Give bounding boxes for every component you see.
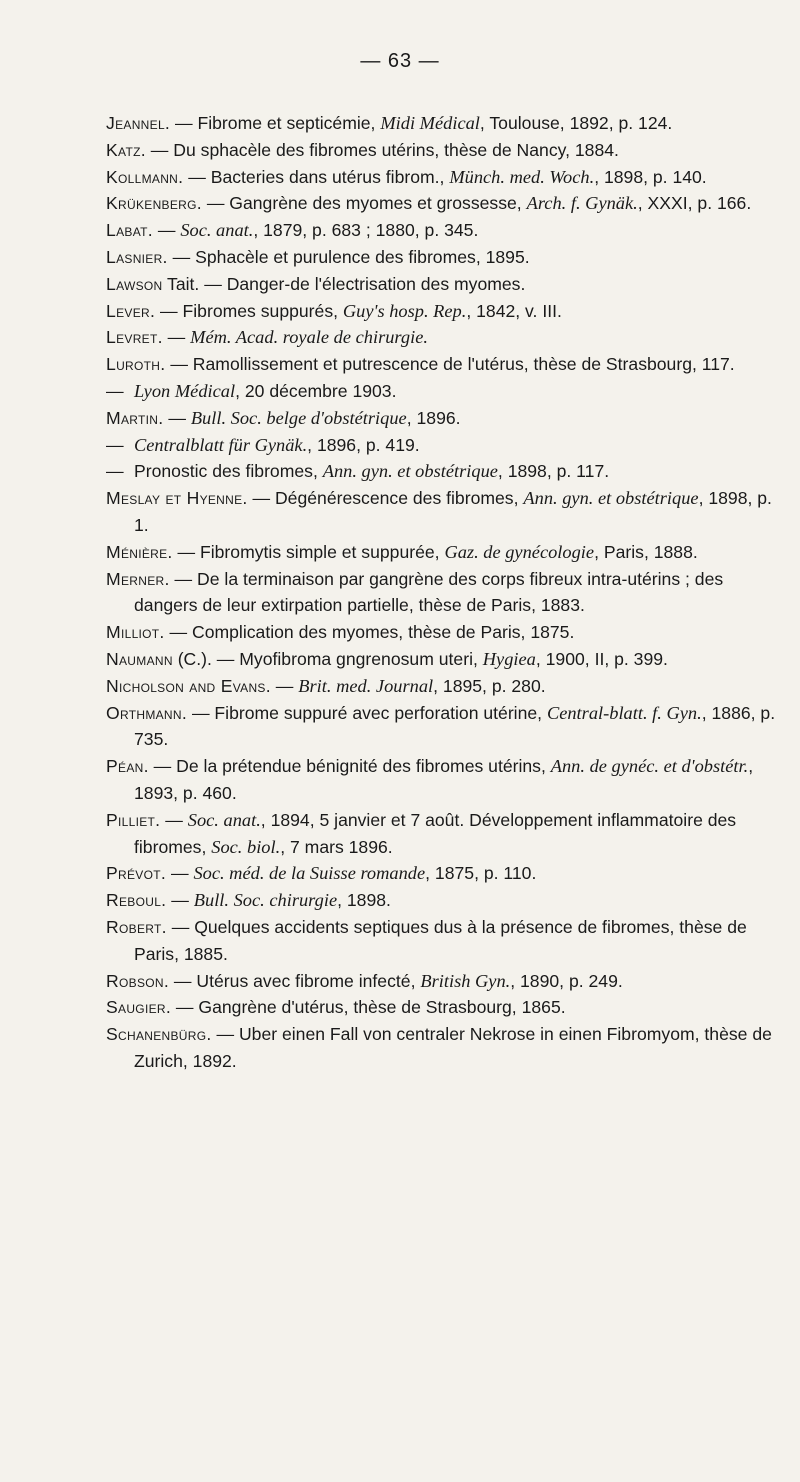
entry-text: , 1886, p. 735. bbox=[134, 702, 776, 750]
bibliography-entry bbox=[106, 619, 784, 646]
entry-journal-title: Guy's hosp. Rep. bbox=[342, 300, 467, 321]
bibliography-entry bbox=[106, 485, 784, 539]
entry-text: — De la terminaison par gangrène des corps fibreux intra-utérins ; des dangers de leur extirpation partielle, thèse de Paris, 1883. bbox=[134, 568, 724, 616]
entry-author: Lasnier. bbox=[106, 246, 168, 267]
entry-text: , 1894, 5 janvier et 7 août. Développement inflammatoire des fibromes, bbox=[134, 809, 737, 857]
bibliography-entry bbox=[106, 324, 784, 351]
entry-text: — bbox=[270, 675, 299, 696]
entry-author: — bbox=[106, 380, 124, 401]
entry-text: — Utérus avec fibrome infecté, bbox=[169, 970, 421, 991]
entry-author: Schanenbürg. bbox=[106, 1024, 212, 1045]
bibliography-entry bbox=[106, 298, 784, 325]
entry-text: , 1898, p. 140. bbox=[594, 166, 707, 187]
entry-text: Tait. — Danger-de l'électrisation des myomes. bbox=[162, 273, 526, 294]
bibliography-entry bbox=[106, 405, 784, 432]
entry-text: — De la prétendue bénignité des fibromes utérins, bbox=[148, 756, 551, 777]
entry-journal-title: Arch. f. Gynäk. bbox=[526, 193, 638, 214]
bibliography-entry bbox=[106, 753, 784, 807]
entry-journal-title: Soc. anat. bbox=[187, 809, 261, 830]
entry-author: Martin. bbox=[106, 407, 164, 428]
entry-author: Katz. bbox=[106, 139, 146, 160]
bibliography-entry bbox=[106, 351, 784, 378]
entry-text: Pronostic des fibromes, bbox=[134, 461, 323, 482]
entry-author: Luroth. bbox=[106, 354, 166, 375]
entry-author: Naumann bbox=[106, 648, 173, 669]
bibliography-list bbox=[0, 110, 800, 1075]
entry-journal-title: Brit. med. Journal bbox=[298, 675, 434, 696]
bibliography-entry bbox=[106, 217, 784, 244]
entry-text: , 1893, p. 460. bbox=[134, 756, 754, 803]
entry-text: , 7 mars 1896. bbox=[280, 836, 393, 857]
entry-text: — Fibromes suppurés, bbox=[155, 300, 343, 321]
entry-author: Nicholson and Evans. bbox=[106, 675, 271, 696]
entry-author: Meslay et Hyenne. bbox=[106, 488, 248, 509]
entry-author: Kollmann. bbox=[106, 166, 184, 187]
entry-text: — Ramollissement et putrescence de l'utérus, thèse de Strasbourg, 117. bbox=[165, 354, 735, 375]
entry-author: Robson. bbox=[106, 970, 170, 991]
entry-text: , 1896. bbox=[406, 407, 461, 428]
entry-author: Pilliet. bbox=[106, 809, 161, 830]
entry-journal-title: Bull. Soc. belge d'obstétrique bbox=[190, 407, 407, 428]
entry-text: , XXXI, p. 166. bbox=[637, 193, 752, 214]
entry-journal-title: Soc. anat. bbox=[180, 220, 254, 241]
entry-text: , Paris, 1888. bbox=[594, 541, 698, 562]
entry-text: (C.). — Myofibroma gngrenosum uteri, bbox=[172, 648, 483, 669]
entry-author: Levret. bbox=[106, 327, 163, 348]
entry-journal-title: Centralblatt für Gynäk. bbox=[134, 434, 308, 455]
bibliography-entry bbox=[106, 190, 784, 217]
entry-author: — bbox=[106, 434, 124, 455]
entry-journal-title: Soc. biol. bbox=[211, 836, 281, 857]
entry-author: Lawson bbox=[106, 273, 163, 294]
entry-text: , 20 décembre 1903. bbox=[235, 380, 397, 401]
entry-text: , 1898, p. 117. bbox=[497, 461, 610, 482]
bibliography-entry bbox=[106, 432, 756, 459]
bibliography-entry bbox=[106, 646, 784, 673]
entry-text: — bbox=[152, 220, 181, 241]
bibliography-entry bbox=[106, 566, 784, 620]
bibliography-entry bbox=[106, 378, 756, 405]
bibliography-entry bbox=[106, 1021, 784, 1075]
bibliography-entry bbox=[106, 137, 784, 164]
entry-author: Prévot. bbox=[106, 863, 167, 884]
entry-text: , 1895, p. 280. bbox=[433, 675, 546, 696]
entry-journal-title: Central-blatt. f. Gyn. bbox=[546, 702, 702, 723]
bibliography-entry bbox=[106, 458, 756, 485]
entry-text: , 1898, p. 1. bbox=[134, 488, 772, 535]
entry-author: Saugier. bbox=[106, 997, 172, 1018]
entry-journal-title: Ann. gyn. et obstétrique bbox=[523, 488, 699, 509]
entry-text: — Gangrène des myomes et grossesse, bbox=[201, 193, 527, 214]
entry-text: — bbox=[163, 407, 191, 428]
entry-text: — Fibromytis simple et suppurée, bbox=[172, 541, 445, 562]
entry-text: — bbox=[166, 863, 194, 884]
entry-text: — Bacteries dans utérus fibrom., bbox=[183, 166, 450, 187]
entry-author: Merner. bbox=[106, 568, 170, 589]
entry-journal-title: Lyon Médical bbox=[134, 380, 236, 401]
entry-text: , 1875, p. 110. bbox=[425, 863, 537, 884]
entry-author: Péan. bbox=[106, 756, 149, 777]
entry-text: — Du sphacèle des fibromes utérins, thèse de Nancy, 1884. bbox=[145, 139, 619, 160]
entry-text: , 1898. bbox=[337, 890, 391, 911]
entry-text: , 1896, p. 419. bbox=[307, 434, 420, 455]
bibliography-entry bbox=[106, 700, 784, 754]
entry-author: Robert. bbox=[106, 916, 167, 937]
entry-text: , 1890, p. 249. bbox=[510, 970, 623, 991]
entry-text: — bbox=[160, 809, 188, 830]
entry-text: — Uber einen Fall von centraler Nekrose in einen Fibromyom, thèse de Zurich, 1892. bbox=[134, 1024, 772, 1071]
bibliography-entry bbox=[106, 244, 784, 271]
bibliography-entry bbox=[106, 994, 784, 1021]
entry-journal-title: Midi Médical bbox=[380, 113, 480, 133]
bibliography-entry bbox=[106, 164, 784, 191]
entry-text: — Quelques accidents septiques dus à la présence de fibromes, thèse de Paris, 1885. bbox=[134, 916, 747, 964]
entry-journal-title: British Gyn. bbox=[420, 970, 511, 991]
entry-author: Jeannel. bbox=[106, 113, 171, 133]
bibliography-entry bbox=[106, 914, 784, 968]
entry-text: , 1900, II, p. 399. bbox=[535, 648, 668, 669]
entry-journal-title: Bull. Soc. chirurgie bbox=[193, 890, 338, 911]
bibliography-entry bbox=[106, 860, 784, 887]
entry-text: — Complication des myomes, thèse de Paris, 1875. bbox=[164, 622, 575, 643]
bibliography-entry bbox=[106, 673, 784, 700]
entry-author: Milliot. bbox=[106, 622, 165, 643]
entry-text: — Dégénérescence des fibromes, bbox=[247, 488, 524, 509]
entry-text: — Gangrène d'utérus, thèse de Strasbourg, 1865. bbox=[171, 997, 566, 1018]
bibliography-entry bbox=[106, 271, 784, 298]
entry-journal-title: Hygiea bbox=[482, 648, 536, 669]
entry-text: — bbox=[166, 890, 194, 911]
entry-text: — Fibrome suppuré avec perforation utérine, bbox=[187, 702, 547, 723]
bibliography-entry bbox=[106, 539, 784, 566]
entry-journal-title: Ann. de gynéc. et d'obstétr. bbox=[550, 756, 749, 777]
bibliography-entry bbox=[106, 887, 784, 914]
entry-author: Krükenberg. bbox=[106, 193, 202, 214]
bibliography-entry bbox=[106, 968, 784, 995]
entry-journal-title: Ann. gyn. et obstétrique bbox=[322, 461, 498, 482]
entry-author: Orthmann. bbox=[106, 702, 188, 723]
entry-journal-title: Gaz. de gynécologie bbox=[444, 541, 595, 562]
bibliography-entry bbox=[106, 110, 784, 137]
entry-text: , 1879, p. 683 ; 1880, p. 345. bbox=[253, 220, 479, 241]
entry-journal-title: Münch. med. Woch. bbox=[449, 166, 595, 187]
entry-author: Lever. bbox=[106, 300, 156, 321]
entry-journal-title: Soc. méd. de la Suisse romande bbox=[193, 863, 426, 884]
entry-text: , 1842, v. III. bbox=[466, 300, 562, 321]
entry-journal-title: Mém. Acad. royale de chirurgie. bbox=[190, 327, 428, 348]
entry-author: Labat. bbox=[106, 220, 153, 241]
page-number: — 63 — bbox=[360, 50, 440, 72]
entry-text: — Sphacèle et purulence des fibromes, 1895. bbox=[167, 246, 530, 267]
bibliography-entry bbox=[106, 807, 784, 861]
entry-author: Reboul. bbox=[106, 890, 167, 911]
entry-text: , Toulouse, 1892, p. 124. bbox=[479, 113, 673, 133]
entry-text: — bbox=[162, 327, 191, 348]
entry-author: — bbox=[106, 461, 124, 482]
entry-author: Ménière. bbox=[106, 541, 173, 562]
entry-text: — Fibrome et septicémie, bbox=[170, 113, 381, 133]
